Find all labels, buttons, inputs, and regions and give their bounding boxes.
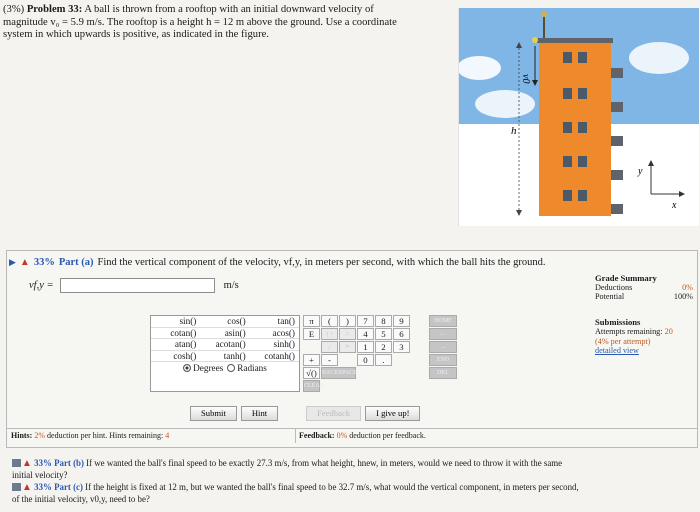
rooftop-ledge <box>537 38 613 43</box>
keypad-key[interactable]: ) <box>339 315 356 327</box>
warning-icon: ▲ <box>19 257 30 268</box>
keypad-key[interactable]: 8 <box>375 315 392 327</box>
radio-empty-icon <box>227 364 235 372</box>
keypad-key[interactable]: . <box>375 354 392 366</box>
function-button[interactable]: acotan() <box>200 339 249 351</box>
keypad-key[interactable]: ↑↑ <box>321 328 338 340</box>
v0-label: v0 <box>520 74 531 84</box>
attempts-label: Attempts remaining: <box>595 327 663 337</box>
cloud-right <box>629 42 689 74</box>
radio-selected-icon <box>183 364 191 372</box>
radians-radio[interactable]: Radians <box>227 362 267 375</box>
y-axis-label: y <box>638 166 643 177</box>
keypad-key[interactable]: 4 <box>357 328 374 340</box>
keypad-key[interactable]: CLEAR <box>303 380 320 392</box>
keypad-key[interactable]: π <box>303 315 320 327</box>
keypad-key[interactable]: 9 <box>393 315 410 327</box>
keypad-key[interactable]: * <box>339 341 356 353</box>
keypad-spacer <box>411 328 428 340</box>
function-button[interactable]: tanh() <box>200 351 249 363</box>
action-buttons <box>190 406 420 421</box>
function-grid <box>151 316 299 362</box>
keypad-key[interactable]: ( <box>321 315 338 327</box>
keypad-spacer <box>393 367 410 379</box>
function-button[interactable]: cos() <box>200 316 249 328</box>
part-b-text: If we wanted the ball's final speed to be exactly 27.3 m/s, from what height, hnew, in meters, would we need to throw it with the same <box>86 458 563 468</box>
warning-icon: ▲ <box>22 458 32 469</box>
potential-label: Potential <box>595 292 625 301</box>
detailed-view-link[interactable]: detailed view <box>595 346 639 356</box>
problem-figure <box>458 8 698 226</box>
keypad-key[interactable]: 7 <box>357 315 374 327</box>
play-icon[interactable]: ▶ <box>9 257 16 267</box>
keypad-key[interactable]: HOME <box>429 315 457 327</box>
hints-info: Hints: 2% deduction per hint. Hints remaining: 4 <box>11 431 170 440</box>
keypad-spacer <box>411 341 428 353</box>
keypad-spacer <box>375 367 392 379</box>
feedback-button[interactable]: Feedback <box>306 406 361 421</box>
hint-deduction: 2% <box>34 431 46 440</box>
problem-number: Problem 33: <box>26 4 83 15</box>
keypad-spacer <box>357 367 374 379</box>
keypad-key[interactable]: √() <box>303 367 320 379</box>
h-label: h <box>511 125 517 137</box>
keypad-key[interactable]: BACKSPACE <box>321 367 356 379</box>
building <box>539 40 611 216</box>
problem-line1: A ball is thrown from a rooftop with an initial downward velocity of <box>82 4 374 15</box>
function-button[interactable]: acos() <box>250 328 299 340</box>
keypad-key[interactable]: 2 <box>375 341 392 353</box>
hints-divider <box>295 429 296 443</box>
part-b[interactable]: ▲ 33% Part (b) If we wanted the ball's final speed to be exactly 27.3 m/s, from what height, hnew, in meters, would we need to throw it with the same initial velocity? <box>12 458 692 480</box>
ball <box>532 37 538 43</box>
function-button[interactable]: cotanh() <box>250 351 299 363</box>
keypad-key[interactable]: END <box>429 354 457 366</box>
keypad-spacer <box>411 315 428 327</box>
function-button[interactable]: sin() <box>151 316 200 328</box>
submit-button[interactable]: Submit <box>190 406 237 421</box>
cloud-bottom <box>475 90 535 118</box>
keypad-key[interactable]: - <box>321 354 338 366</box>
hints-remaining: 4 <box>165 431 170 440</box>
give-up-button[interactable]: I give up! <box>365 406 420 421</box>
deductions-label: Deductions <box>595 283 633 292</box>
grade-summary <box>595 273 693 301</box>
keypad-key[interactable]: DEL <box>429 367 457 379</box>
submissions-panel <box>595 318 695 356</box>
problem-line3: system in which upwards is positive, as indicated in the figure. <box>3 29 269 40</box>
submissions-title: Submissions <box>595 317 641 327</box>
keypad-key[interactable]: ← <box>429 328 457 340</box>
function-button[interactable]: atan() <box>151 339 200 351</box>
hint-button[interactable]: Hint <box>241 406 278 421</box>
keypad-key[interactable]: 0 <box>357 354 374 366</box>
part-c[interactable]: ▲ 33% Part (c) If the height is fixed at 12 m, but we wanted the ball's final speed to be 32.7 m/s, what would the vertical component, in meters per second, of the initial velocity, v0,y, need to be? <box>12 482 692 504</box>
attempts-value: 20 <box>664 327 673 337</box>
answer-input[interactable] <box>60 278 215 293</box>
keypad-key[interactable]: → <box>429 341 457 353</box>
feedback-deduction: 0% <box>336 431 348 440</box>
per-attempt: (4% per attempt) <box>595 336 651 346</box>
part-a-label: Part (a) <box>58 257 94 268</box>
keypad-key[interactable]: ^ <box>339 328 356 340</box>
function-button[interactable]: cotan() <box>151 328 200 340</box>
cloud-left <box>459 56 501 80</box>
keypad-key[interactable]: 5 <box>375 328 392 340</box>
warning-icon: ▲ <box>22 482 32 493</box>
problem-weight: (3%) <box>3 4 27 15</box>
keypad-spacer <box>303 341 320 353</box>
expand-icon <box>12 459 21 467</box>
keypad-spacer <box>393 354 410 366</box>
keypad-key[interactable]: + <box>303 354 320 366</box>
x-axis-label: x <box>672 200 677 211</box>
part-c-text-line2: of the initial velocity, v0,y, need to be? <box>12 493 150 504</box>
function-button[interactable]: tan() <box>250 316 299 328</box>
grade-summary-title: Grade Summary <box>595 273 657 283</box>
person-head <box>541 11 547 17</box>
problem-statement <box>3 4 438 42</box>
part-b-text-line2: initial velocity? <box>12 469 68 480</box>
answer-unit: m/s <box>223 280 239 291</box>
function-button[interactable]: sinh() <box>250 339 299 351</box>
keypad-key[interactable]: 1 <box>357 341 374 353</box>
keypad-spacer <box>411 367 428 379</box>
part-a-question: Find the vertical component of the velocity, vf,y, in meters per second, with which the ball hits the ground. <box>97 257 546 268</box>
expand-icon <box>12 483 21 491</box>
keypad-key[interactable]: 3 <box>393 341 410 353</box>
potential-value: 100% <box>673 292 693 301</box>
problem-line2: magnitude v₀ = 5.9 m/s. The rooftop is a height h = 12 m above the ground. Use a coordinate <box>3 16 397 28</box>
function-table <box>150 315 300 392</box>
deductions-value: 0% <box>682 283 693 292</box>
part-a-panel <box>6 250 698 448</box>
calculator <box>150 315 457 392</box>
answer-row <box>29 278 239 293</box>
degrees-radio[interactable]: Degrees <box>183 362 223 375</box>
keypad-spacer <box>339 354 356 366</box>
angle-mode <box>151 362 299 375</box>
function-button[interactable]: cosh() <box>151 351 200 363</box>
part-c-text: If the height is fixed at 12 m, but we wanted the ball's final speed to be 32.7 m/s, what would the vertical component, in meters per second, <box>85 482 579 492</box>
function-button[interactable]: asin() <box>200 328 249 340</box>
answer-label: vf,y = <box>29 280 54 291</box>
keypad-spacer <box>411 354 428 366</box>
keypad-key[interactable]: 6 <box>393 328 410 340</box>
keypad <box>303 315 457 392</box>
hints-bar <box>7 428 697 442</box>
keypad-key[interactable]: / <box>321 341 338 353</box>
keypad-key[interactable]: E <box>303 328 320 340</box>
part-a-percent: 33% <box>33 257 55 268</box>
feedback-info: Feedback: 0% deduction per feedback. <box>299 431 426 440</box>
part-a-header <box>9 257 546 268</box>
